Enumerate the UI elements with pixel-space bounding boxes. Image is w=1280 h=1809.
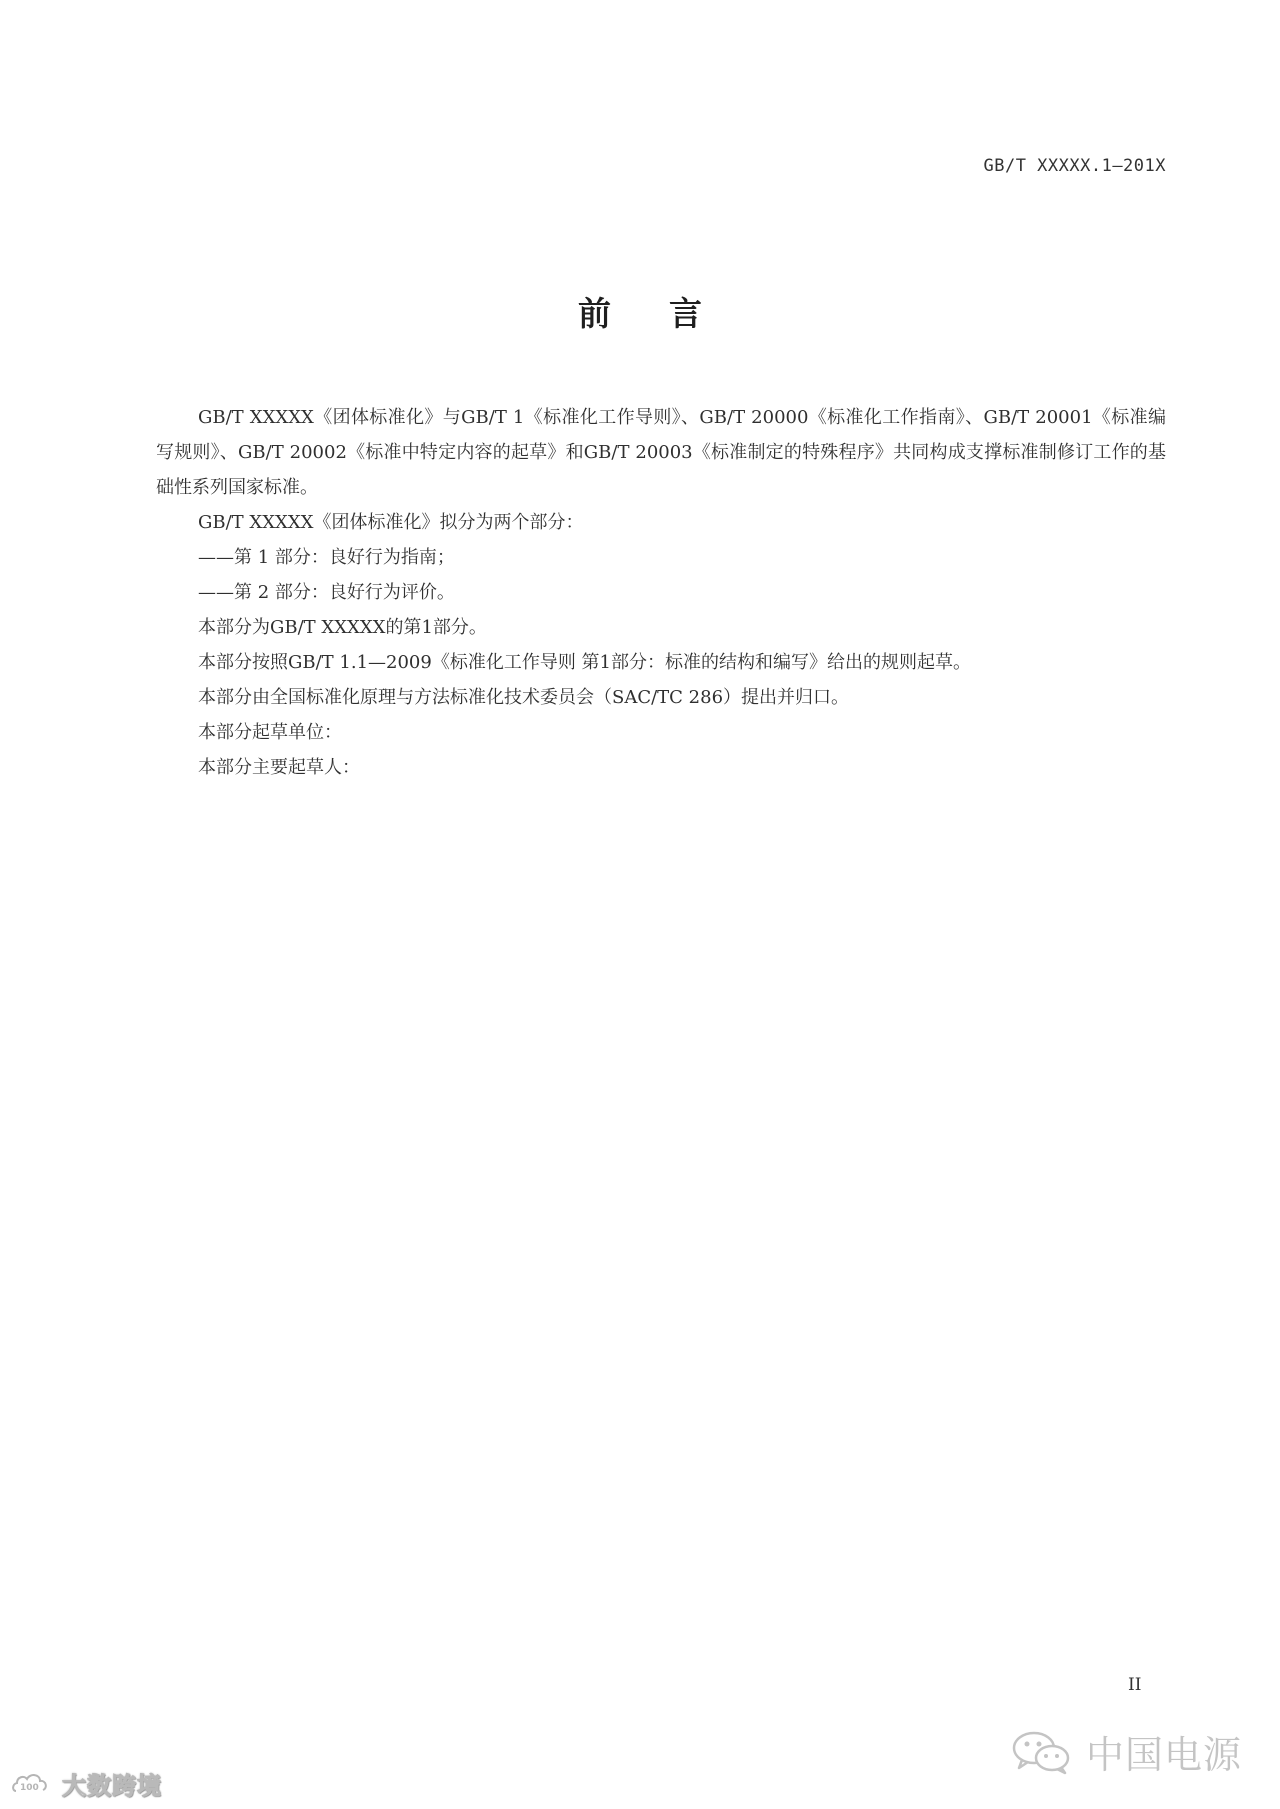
page-title: 前言: [578, 294, 760, 333]
document-body: [156, 400, 1166, 785]
watermark-left: [10, 1766, 162, 1801]
svg-text:100: 100: [20, 1782, 39, 1793]
watermark-right: [1008, 1724, 1242, 1779]
paragraph-parts: GB/T XXXXX《团体标准化》拟分为两个部分：: [198, 512, 584, 533]
wechat-icon: [1008, 1729, 1074, 1775]
paragraph-this-part: 本部分为GB/T XXXXX的第1部分。: [198, 617, 487, 638]
document-code: GB/T XXXXX.1—201X: [983, 156, 1166, 176]
watermark-left-text: 大数跨境: [62, 1772, 162, 1800]
paragraph-drafting-units: 本部分起草单位：: [198, 722, 342, 743]
list-item-part-2: ——第 2 部分：良好行为评价。: [198, 582, 455, 603]
cloud-logo-icon: [10, 1769, 56, 1799]
paragraph-committee: 本部分由全国标准化原理与方法标准化技术委员会（SAC/TC 286）提出并归口。: [198, 687, 850, 708]
list-item-part-1: ——第 1 部分：良好行为指南；: [198, 547, 455, 568]
paragraph-intro: GB/T XXXXX《团体标准化》与GB/T 1《标准化工作导则》、GB/T 20000《标准化工作指南》、GB/T 20001《标准编写规则》、GB/T 20002《标准中特定内容的起草》和GB/T 20003《标准制定的特殊程序》共同构成支撑标准制修订工作的基础性系列国家标准。: [156, 407, 1166, 498]
watermark-right-text: 中国电源: [1086, 1733, 1243, 1777]
page-number: II: [1128, 1675, 1142, 1695]
paragraph-drafters: 本部分主要起草人：: [198, 757, 360, 778]
paragraph-drafting-rules: 本部分按照GB/T 1.1—2009《标准化工作导则 第1部分：标准的结构和编写》给出的规则起草。: [198, 652, 972, 673]
